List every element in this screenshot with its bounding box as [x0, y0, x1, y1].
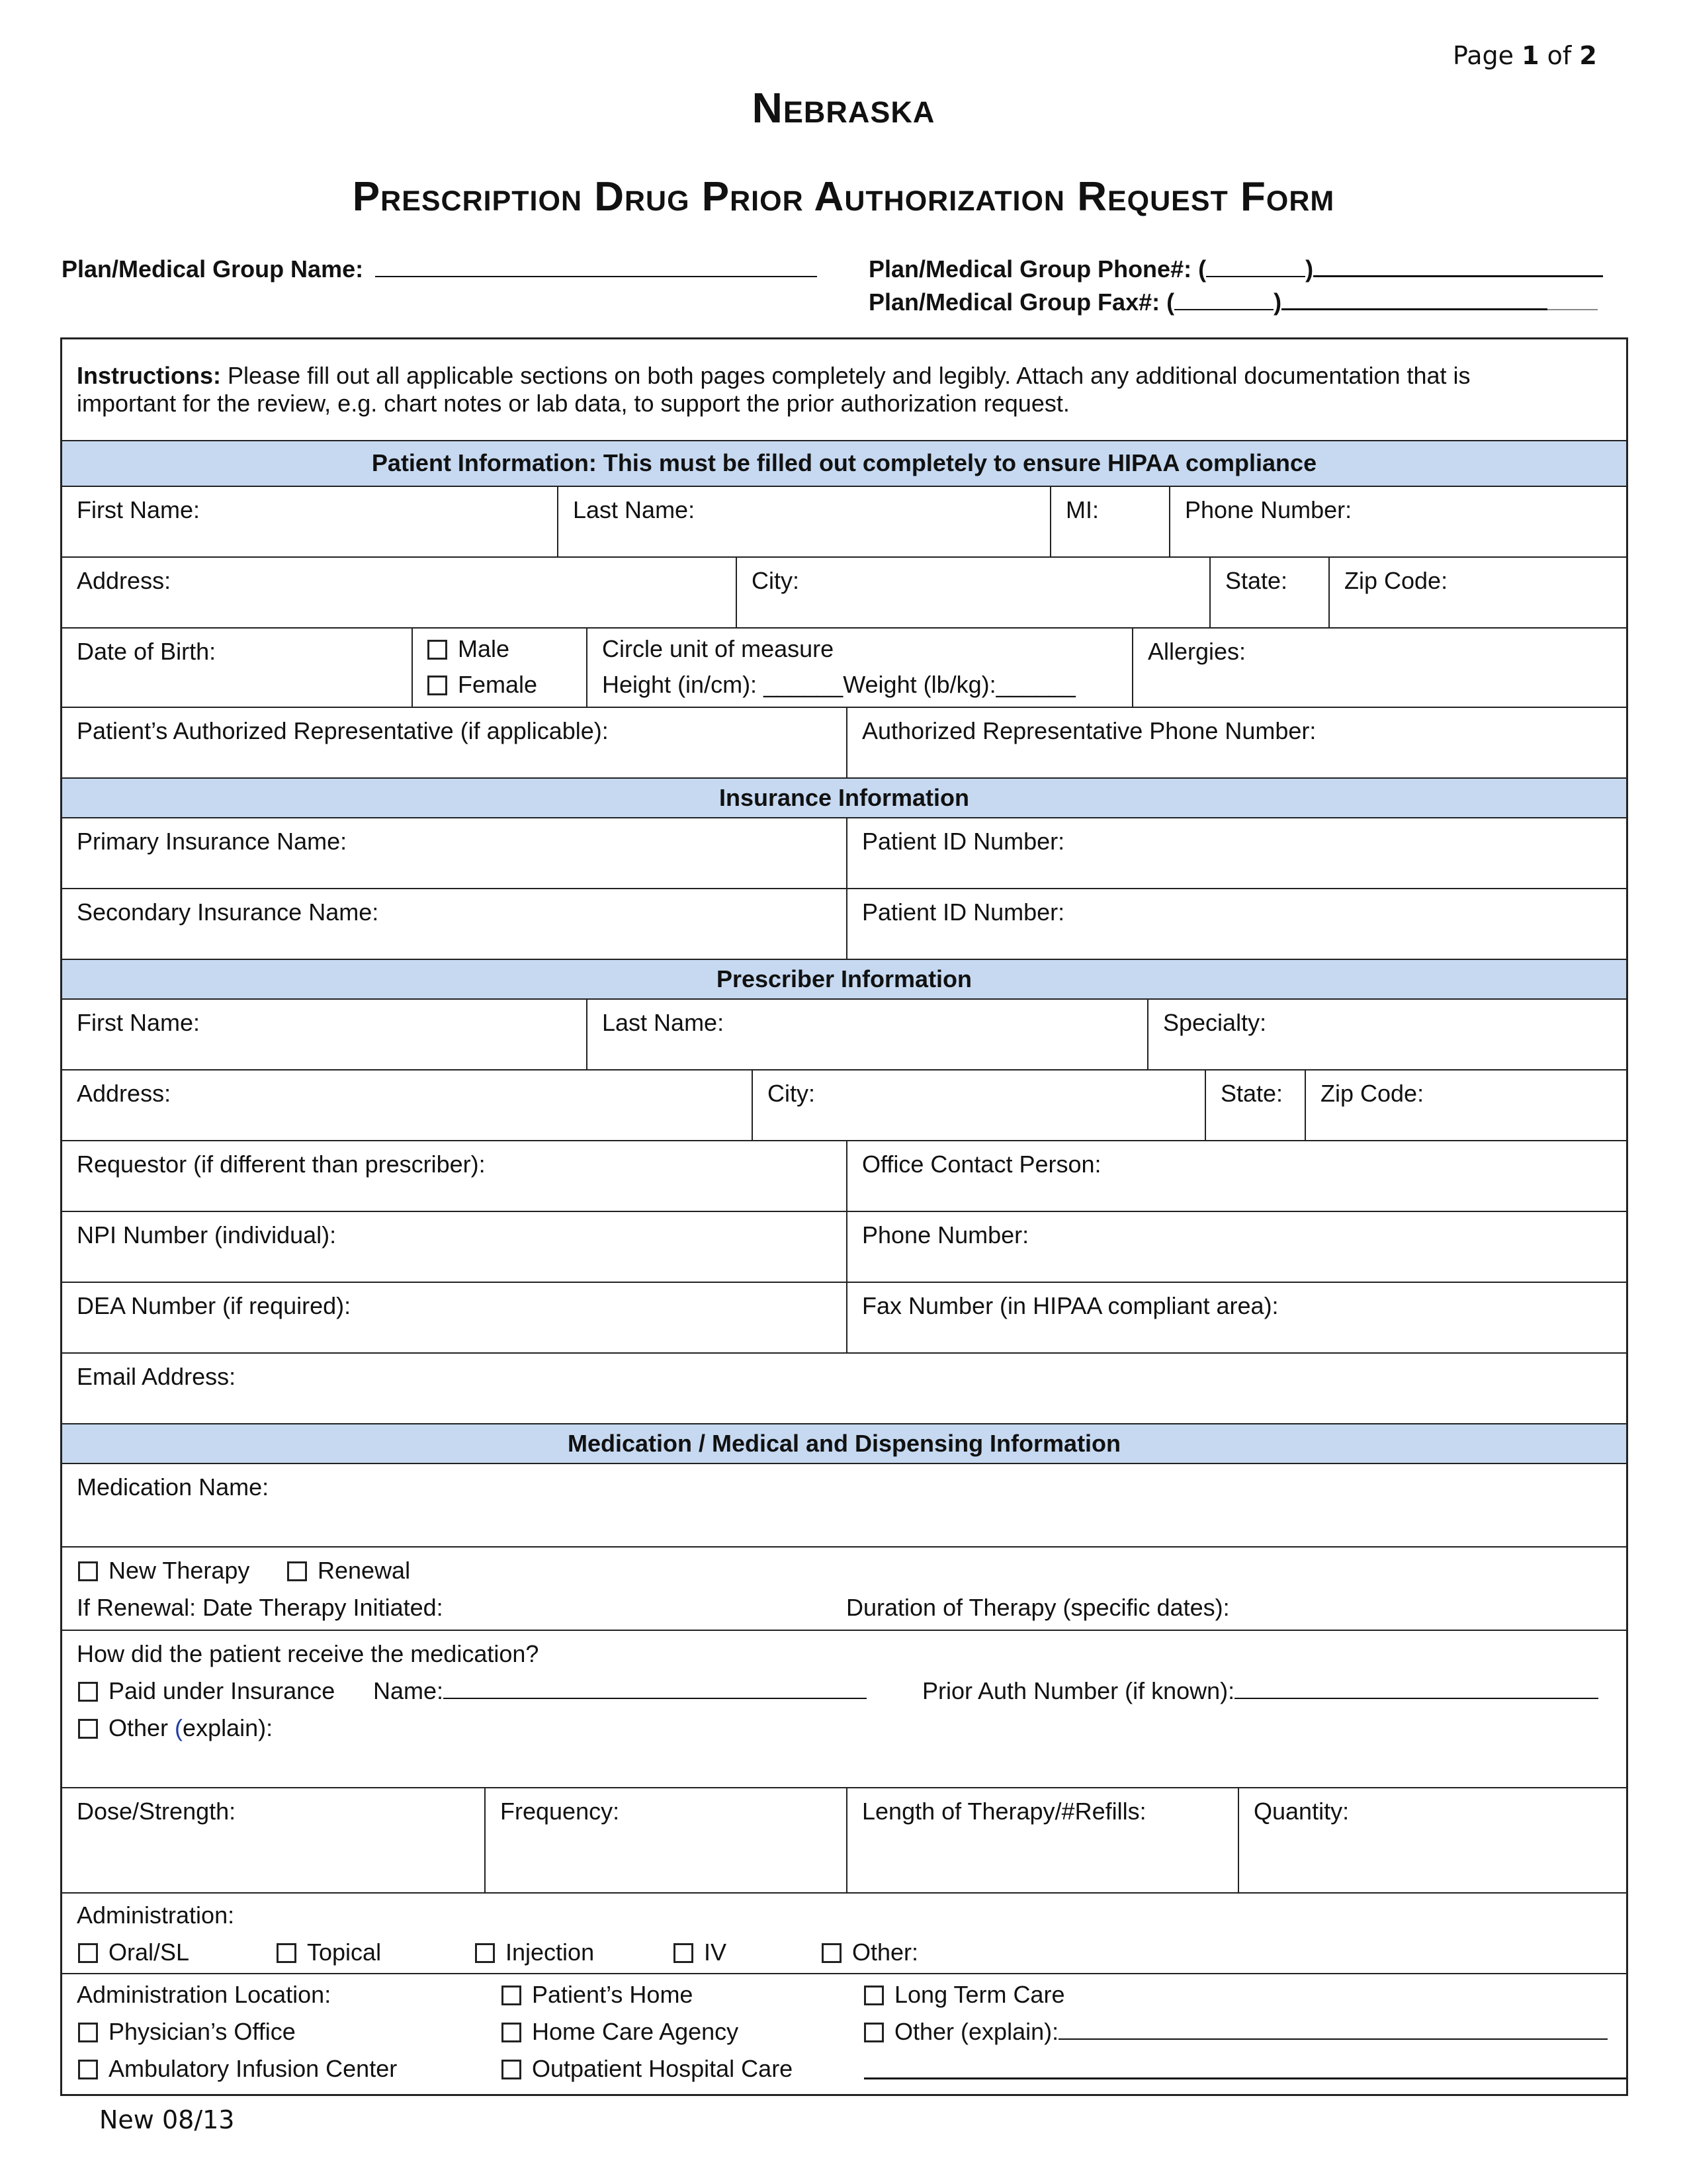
- patient-city-label: City:: [752, 567, 799, 594]
- patient-state-field[interactable]: [1209, 558, 1328, 627]
- secondary-patient-id-label: Patient ID Number:: [862, 898, 1065, 926]
- prior-auth-label: Prior Auth Number (if known):: [922, 1677, 1235, 1704]
- renewal-checkbox[interactable]: [287, 1561, 307, 1581]
- patient-last-name-label: Last Name:: [573, 496, 695, 523]
- height-field[interactable]: ______: [763, 671, 844, 698]
- loc-long-term-option[interactable]: [864, 1981, 1064, 2009]
- admin-oral-option[interactable]: [78, 1939, 189, 1966]
- medication-name-row: [62, 1464, 1626, 1548]
- primary-insurance-field[interactable]: [62, 818, 846, 888]
- secondary-insurance-field[interactable]: [62, 889, 846, 959]
- npi-row: [62, 1212, 1626, 1283]
- admin-other-label: Other:: [852, 1939, 919, 1966]
- patient-dob-row: [62, 629, 1626, 708]
- loc-other-option[interactable]: [864, 2018, 1608, 2046]
- patient-city-field[interactable]: [736, 558, 1209, 627]
- loc-physician-checkbox[interactable]: [78, 2023, 98, 2042]
- group-phone-line: [869, 255, 1603, 283]
- loc-patient-home-label: Patient’s Home: [532, 1981, 693, 2008]
- office-contact-label: Office Contact Person:: [862, 1151, 1102, 1178]
- prescriber-zip-field[interactable]: [1305, 1070, 1626, 1140]
- prescriber-last-name-label: Last Name:: [602, 1009, 724, 1036]
- loc-patient-home-option[interactable]: [501, 1981, 693, 2009]
- group-fax-line: [869, 288, 1598, 316]
- male-checkbox[interactable]: [427, 640, 447, 660]
- loc-outpatient-option[interactable]: [501, 2055, 793, 2083]
- prescriber-last-name-field[interactable]: [586, 1000, 1147, 1069]
- prescriber-zip-label: Zip Code:: [1320, 1080, 1424, 1107]
- group-fax-paren: ): [1274, 288, 1282, 316]
- other-received-checkbox[interactable]: [78, 1719, 98, 1739]
- form-title: Prescription Drug Prior Authorization Request Form: [352, 174, 1335, 220]
- how-received-row: [62, 1631, 1626, 1788]
- patient-first-name-label: First Name:: [77, 496, 200, 523]
- admin-oral-label: Oral/SL: [108, 1939, 190, 1966]
- patient-name-row: [62, 487, 1626, 558]
- group-name-label: Plan/Medical Group Name:: [62, 255, 364, 283]
- prior-auth-line: [922, 1677, 1598, 1705]
- auth-rep-phone-label: Authorized Representative Phone Number:: [862, 717, 1317, 744]
- group-fax-label: Plan/Medical Group Fax#: (: [869, 288, 1175, 316]
- secondary-insurance-label: Secondary Insurance Name:: [77, 898, 379, 926]
- patient-zip-field[interactable]: [1328, 558, 1626, 627]
- patient-state-label: State:: [1225, 567, 1288, 594]
- loc-other-field-line2[interactable]: [864, 2077, 1626, 2079]
- primary-patient-id-label: Patient ID Number:: [862, 828, 1065, 855]
- new-therapy-checkbox[interactable]: [78, 1561, 98, 1581]
- height-label: Height (in/cm):: [602, 671, 764, 698]
- patient-mi-label: MI:: [1066, 496, 1099, 523]
- weight-label: Weight (lb/kg):: [843, 671, 996, 698]
- prescriber-address-label: Address:: [77, 1080, 171, 1107]
- patient-phone-label: Phone Number:: [1185, 496, 1352, 523]
- form-version: New 08/13: [99, 2105, 235, 2134]
- renewal-option[interactable]: [287, 1557, 410, 1585]
- quantity-label: Quantity:: [1254, 1798, 1350, 1825]
- requestor-row: [62, 1141, 1626, 1212]
- secondary-patient-id-field[interactable]: [846, 889, 1626, 959]
- patient-allergies-field[interactable]: [1132, 629, 1626, 707]
- weight-field[interactable]: ______: [996, 671, 1076, 698]
- office-contact-field[interactable]: [846, 1141, 1626, 1211]
- administration-row: [62, 1894, 1626, 1974]
- paid-insurance-checkbox[interactable]: [78, 1682, 98, 1702]
- patient-zip-label: Zip Code:: [1344, 567, 1448, 594]
- paid-insurance-label: Paid under Insurance: [108, 1677, 335, 1704]
- admin-location-row: [62, 1974, 1626, 2094]
- dose-label: Dose/Strength:: [77, 1798, 236, 1825]
- email-label: Email Address:: [77, 1363, 236, 1390]
- requestor-label: Requestor (if different than prescriber):: [77, 1151, 486, 1178]
- group-fax-field-ext: [1547, 290, 1598, 310]
- primary-patient-id-field[interactable]: [846, 818, 1626, 888]
- instructions-text: [77, 362, 1471, 417]
- patient-address-field[interactable]: [62, 558, 736, 627]
- group-fax-area-field[interactable]: [1174, 290, 1274, 310]
- patient-section-header: Patient Information: This must be filled out completely to ensure HIPAA compliance: [62, 441, 1626, 487]
- prescriber-state-label: State:: [1221, 1080, 1283, 1107]
- patient-dob-label: Date of Birth:: [77, 638, 216, 665]
- admin-oral-checkbox[interactable]: [78, 1943, 98, 1963]
- dea-row: [62, 1283, 1626, 1354]
- patient-address-row: [62, 558, 1626, 629]
- dea-field[interactable]: [62, 1283, 846, 1352]
- loc-patient-home-checkbox[interactable]: [501, 1986, 521, 2005]
- dea-label: DEA Number (if required):: [77, 1292, 351, 1319]
- prescriber-fax-label: Fax Number (in HIPAA compliant area):: [862, 1292, 1279, 1319]
- medication-name-label: Medication Name:: [77, 1473, 269, 1501]
- admin-topical-checkbox[interactable]: [277, 1943, 296, 1963]
- instructions-row: [62, 339, 1626, 441]
- new-therapy-label: New Therapy: [108, 1557, 250, 1584]
- length-therapy-label: Length of Therapy/#Refills:: [862, 1798, 1146, 1825]
- female-checkbox[interactable]: [427, 676, 447, 695]
- loc-long-term-checkbox[interactable]: [864, 1986, 884, 2005]
- prior-auth-field[interactable]: [1234, 1679, 1598, 1699]
- group-phone-area-field[interactable]: [1206, 257, 1305, 277]
- page-current: 1: [1522, 41, 1539, 70]
- prescriber-address-row: [62, 1070, 1626, 1141]
- medication-section-header: Medication / Medical and Dispensing Information: [62, 1424, 1626, 1464]
- length-therapy-field[interactable]: [846, 1788, 1238, 1892]
- group-phone-paren: ): [1305, 255, 1314, 283]
- admin-other-option[interactable]: [822, 1939, 918, 1966]
- instructions-label: Instructions:: [77, 362, 222, 389]
- npi-label: NPI Number (individual):: [77, 1221, 337, 1248]
- instructions-line-1: Please fill out all applicable sections on both pages completely and legibly. Attach any additional documentation that is: [221, 362, 1471, 389]
- group-name-field[interactable]: [375, 257, 817, 277]
- admin-injection-checkbox[interactable]: [475, 1943, 495, 1963]
- prescriber-first-name-label: First Name:: [77, 1009, 200, 1036]
- frequency-label: Frequency:: [500, 1798, 620, 1825]
- loc-home-care-label: Home Care Agency: [532, 2018, 739, 2045]
- prescriber-address-field[interactable]: [62, 1070, 752, 1140]
- loc-home-care-option[interactable]: [501, 2018, 738, 2046]
- new-therapy-option[interactable]: [78, 1557, 249, 1585]
- loc-physician-label: Physician’s Office: [108, 2018, 296, 2045]
- patient-dob-field[interactable]: [62, 629, 411, 707]
- loc-ambulatory-checkbox[interactable]: [78, 2060, 98, 2079]
- admin-injection-label: Injection: [505, 1939, 595, 1966]
- insurance-name-line: [373, 1677, 867, 1705]
- loc-ambulatory-option[interactable]: [78, 2055, 397, 2083]
- email-field[interactable]: [62, 1354, 1626, 1423]
- npi-field[interactable]: [62, 1212, 846, 1282]
- admin-other-checkbox[interactable]: [822, 1943, 842, 1963]
- primary-insurance-row: [62, 818, 1626, 889]
- prescriber-phone-label: Phone Number:: [862, 1221, 1029, 1248]
- prescriber-specialty-label: Specialty:: [1163, 1009, 1267, 1036]
- admin-topical-option[interactable]: [277, 1939, 381, 1966]
- date-therapy-initiated-label: If Renewal: Date Therapy Initiated:: [77, 1594, 443, 1621]
- other-received-paren: (: [175, 1714, 183, 1741]
- duration-of-therapy-label: Duration of Therapy (specific dates):: [846, 1594, 1230, 1621]
- primary-insurance-label: Primary Insurance Name:: [77, 828, 347, 855]
- admin-injection-option[interactable]: [475, 1939, 594, 1966]
- patient-measure-cell: [586, 629, 1132, 707]
- loc-other-field[interactable]: [1059, 2020, 1608, 2040]
- quantity-field[interactable]: [1238, 1788, 1626, 1892]
- how-received-label: How did the patient receive the medication?: [77, 1640, 539, 1667]
- patient-mi-field[interactable]: [1050, 487, 1169, 556]
- insurance-section-header: Insurance Information: [62, 779, 1626, 818]
- other-received-option[interactable]: [78, 1714, 273, 1742]
- loc-ambulatory-label: Ambulatory Infusion Center: [108, 2055, 398, 2082]
- loc-other-label: Other (explain):: [894, 2018, 1059, 2045]
- paid-insurance-option[interactable]: [78, 1677, 335, 1705]
- admin-location-label: Administration Location:: [77, 1981, 331, 2008]
- group-phone-label: Plan/Medical Group Phone#: (: [869, 255, 1207, 283]
- admin-iv-option[interactable]: [673, 1939, 726, 1966]
- dose-row: [62, 1788, 1626, 1894]
- prescriber-state-field[interactable]: [1205, 1070, 1305, 1140]
- page-of: of: [1547, 41, 1572, 70]
- prescriber-section-header: Prescriber Information: [62, 960, 1626, 1000]
- patient-last-name-field[interactable]: [557, 487, 1050, 556]
- unit-measure-label: Circle unit of measure: [602, 635, 834, 662]
- patient-phone-field[interactable]: [1169, 487, 1626, 556]
- loc-home-care-checkbox[interactable]: [501, 2023, 521, 2042]
- frequency-field[interactable]: [484, 1788, 846, 1892]
- administration-label: Administration:: [77, 1901, 235, 1929]
- auth-rep-label: Patient’s Authorized Representative (if applicable):: [77, 717, 609, 744]
- instructions-line-2: important for the review, e.g. chart notes or lab data, to support the prior authorization request.: [77, 390, 1070, 417]
- prescriber-city-field[interactable]: [752, 1070, 1205, 1140]
- insurance-name-field[interactable]: [443, 1679, 867, 1699]
- renewal-label: Renewal: [318, 1557, 411, 1584]
- other-received-explain: explain):: [183, 1714, 273, 1741]
- auth-rep-phone-field[interactable]: [846, 708, 1626, 777]
- other-received-label: Other: [108, 1714, 175, 1741]
- dose-field[interactable]: [62, 1788, 484, 1892]
- male-label: Male: [458, 635, 510, 662]
- prescriber-first-name-field[interactable]: [62, 1000, 586, 1069]
- patient-first-name-field[interactable]: [62, 487, 557, 556]
- loc-long-term-label: Long Term Care: [894, 1981, 1065, 2008]
- email-row: [62, 1354, 1626, 1424]
- prescriber-fax-field[interactable]: [846, 1283, 1626, 1352]
- loc-other-checkbox[interactable]: [864, 2023, 884, 2042]
- prescriber-phone-field[interactable]: [846, 1212, 1626, 1282]
- allergies-label: Allergies:: [1148, 638, 1246, 665]
- group-phone-field[interactable]: [1313, 257, 1603, 277]
- group-fax-field[interactable]: [1281, 290, 1547, 310]
- page-label: Page: [1453, 41, 1514, 70]
- admin-iv-label: IV: [704, 1939, 727, 1966]
- prescriber-name-row: [62, 1000, 1626, 1070]
- female-label: Female: [458, 671, 538, 698]
- state-title: Nebraska: [752, 84, 935, 132]
- page-total: 2: [1579, 41, 1597, 70]
- loc-physician-option[interactable]: [78, 2018, 296, 2046]
- patient-sex-cell: [411, 629, 586, 707]
- prior-auth-form: [60, 337, 1628, 2096]
- page-number: [1453, 41, 1597, 70]
- therapy-row: [62, 1548, 1626, 1631]
- requestor-field[interactable]: [62, 1141, 846, 1211]
- loc-outpatient-label: Outpatient Hospital Care: [532, 2055, 793, 2082]
- prescriber-specialty-field[interactable]: [1147, 1000, 1626, 1069]
- patient-address-label: Address:: [77, 567, 171, 594]
- insurance-name-label: Name:: [373, 1677, 444, 1704]
- female-option[interactable]: [427, 667, 572, 703]
- patient-rep-row: [62, 708, 1626, 779]
- admin-topical-label: Topical: [307, 1939, 382, 1966]
- male-option[interactable]: [427, 631, 572, 667]
- group-name-line: [62, 255, 817, 283]
- auth-rep-field[interactable]: [62, 708, 846, 777]
- loc-outpatient-checkbox[interactable]: [501, 2060, 521, 2079]
- prescriber-city-label: City:: [767, 1080, 815, 1107]
- admin-iv-checkbox[interactable]: [673, 1943, 693, 1963]
- secondary-insurance-row: [62, 889, 1626, 960]
- medication-name-field[interactable]: [62, 1464, 1626, 1546]
